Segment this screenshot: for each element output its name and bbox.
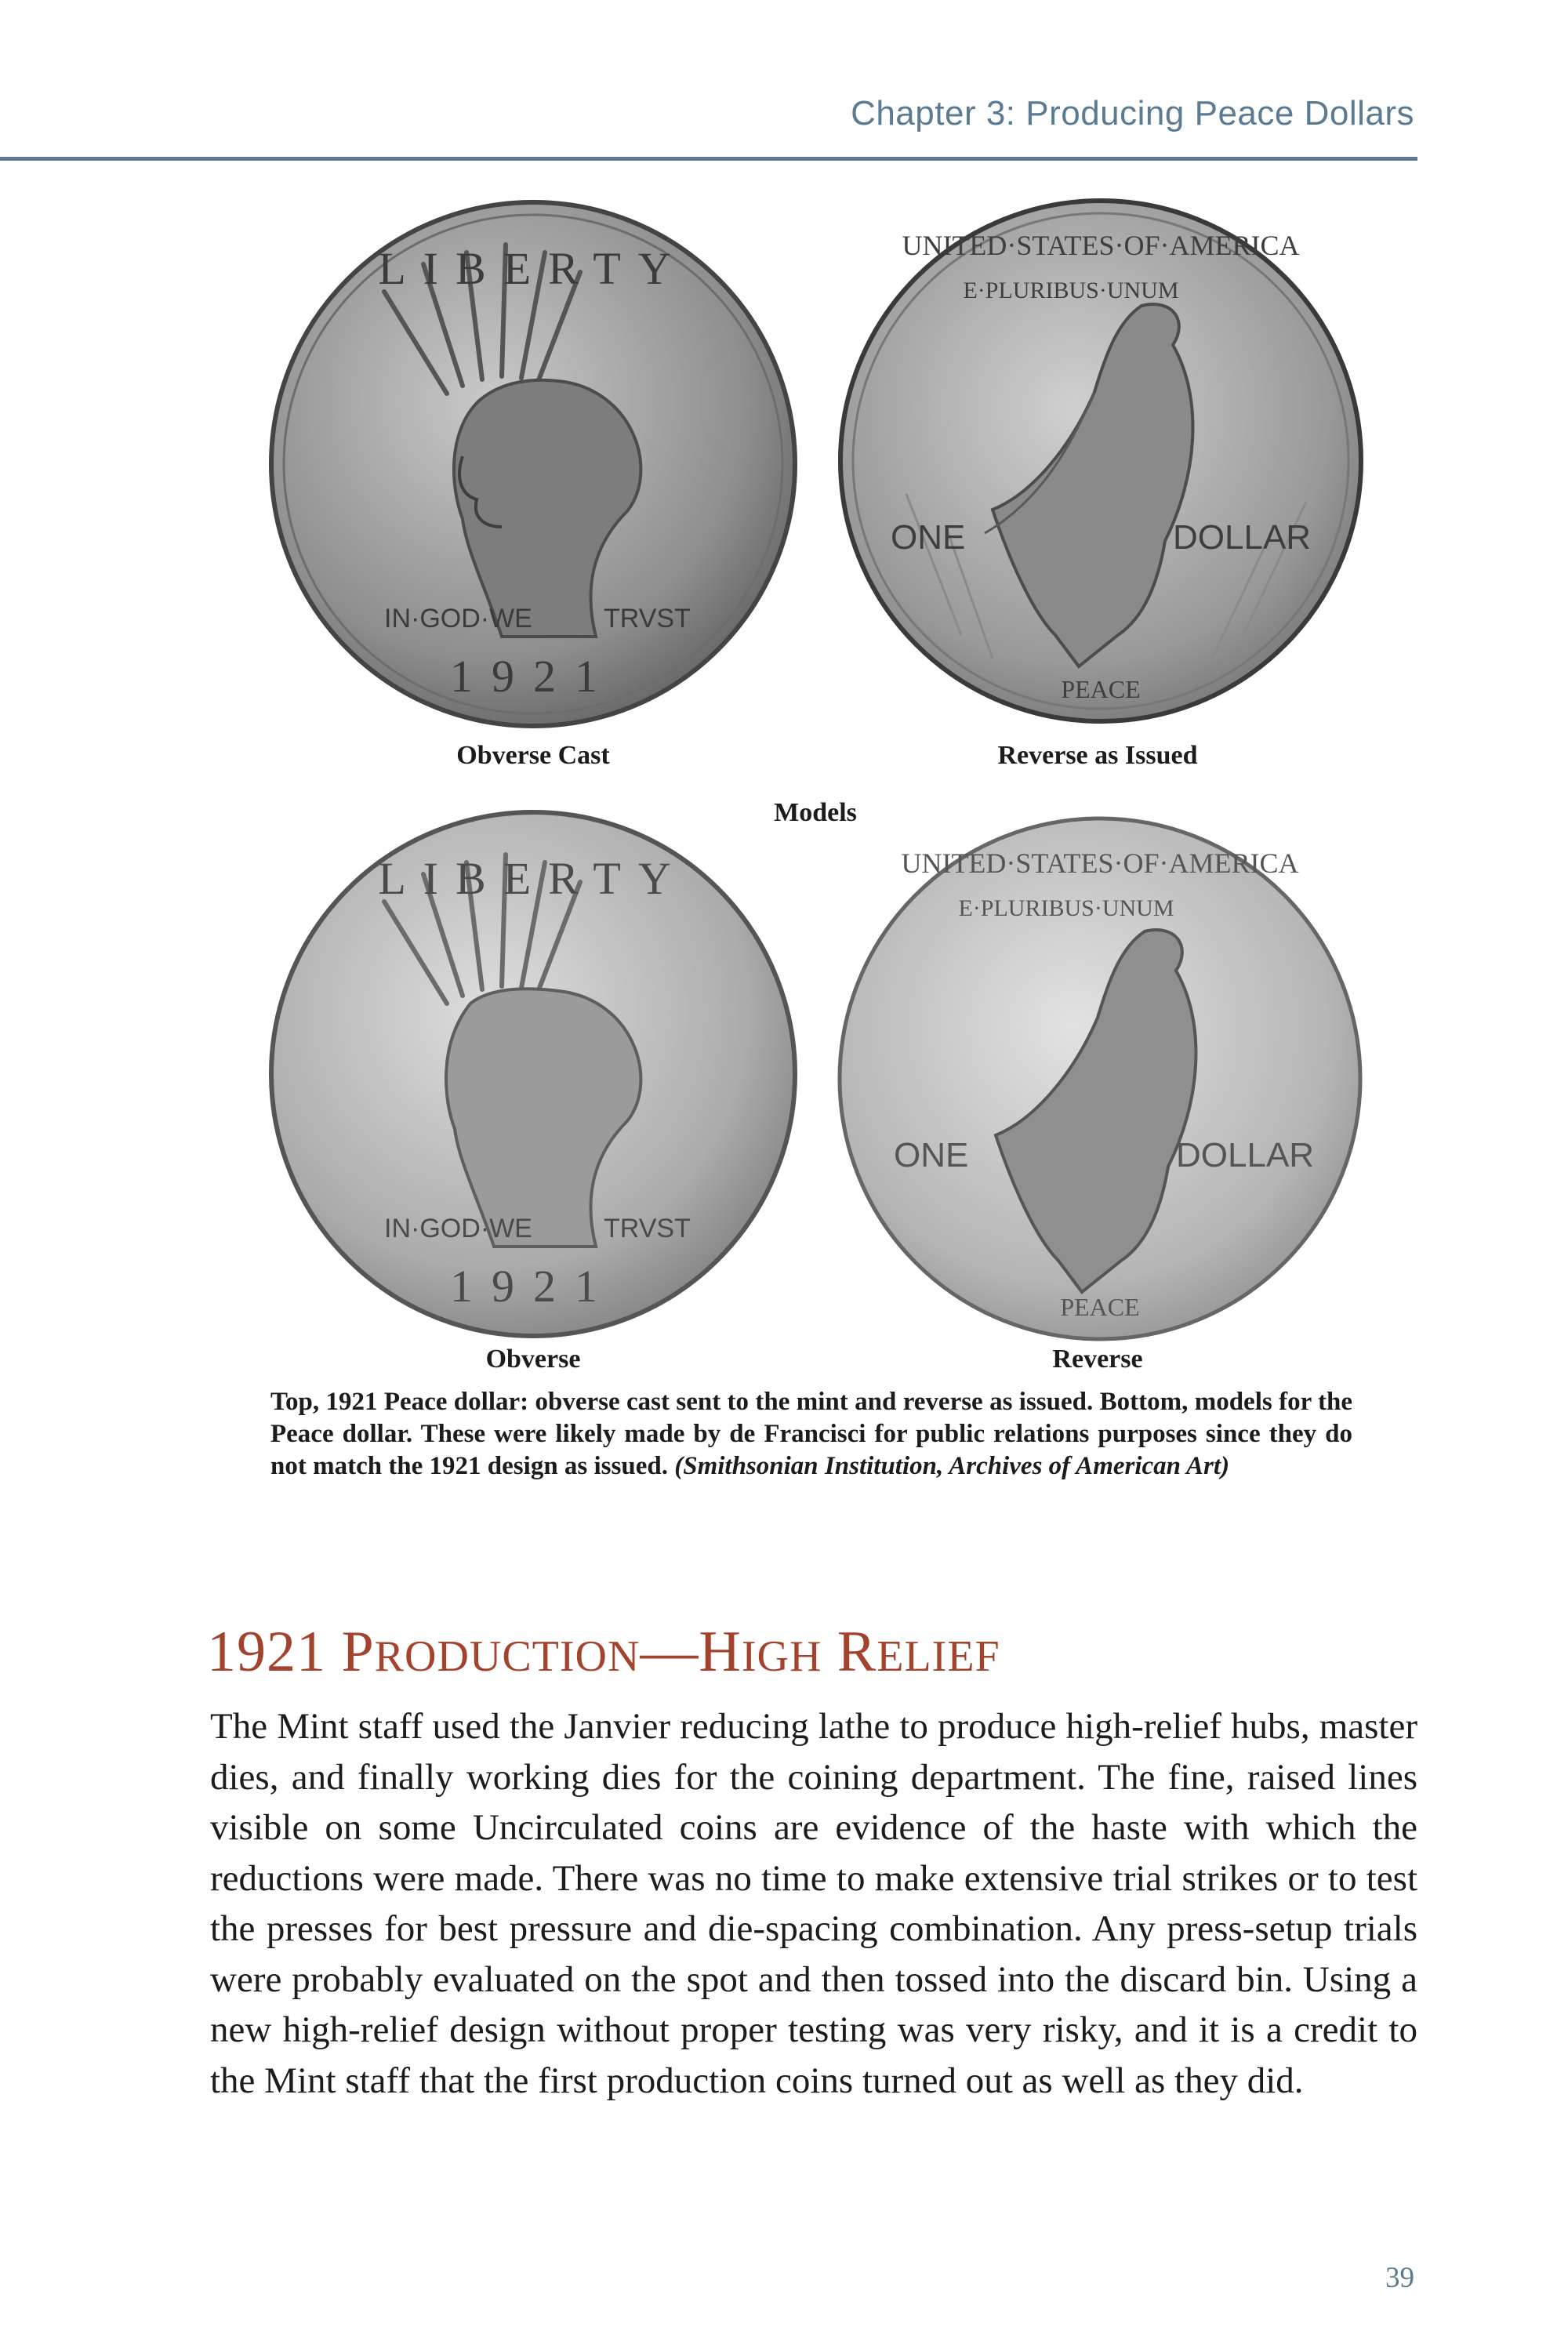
obverse-model-in-god-we: IN·GOD·WE [384, 1214, 532, 1243]
reverse-model-motto: E·PLURIBUS·UNUM [958, 895, 1174, 921]
heading-h: H [699, 1620, 742, 1684]
obverse-cast-legend: LIBERTY [378, 243, 688, 294]
heading-number: 1921 [207, 1620, 326, 1684]
obverse-cast-trvst: TRVST [604, 604, 691, 633]
reverse-issued-label: Reverse as Issued [997, 741, 1198, 770]
reverse-issued-motto: E·PLURIBUS·UNUM [963, 278, 1179, 303]
obverse-model-image [267, 808, 800, 1341]
reverse-model-legend: UNITED·STATES·OF·AMERICA [901, 848, 1299, 879]
reverse-model-label: Reverse [1052, 1345, 1143, 1374]
reverse-model-dollar: DOLLAR [1176, 1136, 1315, 1174]
heading-p: P [341, 1620, 375, 1684]
heading-elief: ELIEF [877, 1632, 1000, 1681]
running-head: Chapter 3: Producing Peace Dollars [851, 94, 1414, 132]
reverse-issued-legend: UNITED·STATES·OF·AMERICA [902, 230, 1300, 261]
models-label: Models [774, 798, 857, 827]
heading-r: R [837, 1620, 877, 1684]
obverse-model-legend: LIBERTY [378, 853, 688, 904]
reverse-issued-image [836, 196, 1366, 726]
obverse-cast-label: Obverse Cast [456, 741, 610, 770]
body-paragraph: The Mint staff used the Janvier reducing lathe to produce high-relief hubs, master dies, and finally working dies for the coining department. The fine, raised lines visible on some Uncirculated coins are evidence of the haste with which the reductions were made. There was no time to make extensive trial strikes or to test the presses for best pressure and die-spacing combination. Any press-setup trials were probably evaluated on the spot and then tossed into the discard bin. Using a new high-relief design without proper testing was very risky, and it is a credit to the Mint staff that the first production coins turned out as well as they did. [210, 1706, 1417, 2101]
obverse-model-label: Obverse [485, 1345, 581, 1374]
reverse-model-peace: PEACE [1060, 1293, 1140, 1321]
section-heading [207, 1619, 1000, 1686]
heading-dash: — [640, 1620, 699, 1684]
heading-igh: IGH [741, 1632, 822, 1681]
reverse-issued-dollar: DOLLAR [1173, 518, 1312, 557]
figure-caption [270, 1386, 1352, 1483]
obverse-cast-image [267, 198, 800, 731]
reverse-issued-one: ONE [891, 518, 966, 557]
heading-roduction: RODUCTION [374, 1632, 641, 1681]
obverse-cast-date: 1921 [450, 651, 616, 702]
caption-text: Top, 1921 Peace dollar: obverse cast sent to the mint and reverse as issued. Bottom, models for the Peace dollar. These were likely made by de Francisci for public relations purposes since they do not match the 1921 design as issued. [270, 1388, 1352, 1480]
obverse-model-trvst: TRVST [604, 1214, 691, 1243]
reverse-issued-peace: PEACE [1061, 675, 1141, 703]
reverse-model-image [831, 814, 1369, 1344]
header-rule [0, 157, 1417, 161]
obverse-cast-in-god-we: IN·GOD·WE [384, 604, 532, 633]
reverse-model-one: ONE [894, 1136, 969, 1174]
page-number: 39 [1385, 2262, 1414, 2294]
caption-credit: (Smithsonian Institution, Archives of American Art) [674, 1452, 1230, 1480]
obverse-model-date: 1921 [450, 1261, 616, 1312]
